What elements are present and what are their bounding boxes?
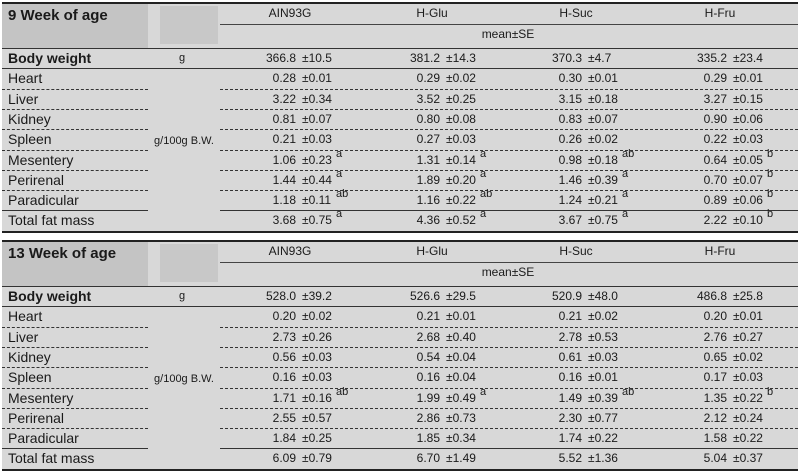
unit-label: g [178,290,186,302]
table-row [2,167,798,190]
mean-value: 0.20 [272,309,296,324]
se-value: ±0.77 [588,410,618,425]
mean-value: 2.73 [272,329,296,344]
table-title: 13 Week of age [2,242,148,286]
row-label: Perirenal [8,171,65,188]
organ-unit-label: g/100g B.W. [154,135,214,148]
se-value: ±0.06 [733,111,763,126]
se-value: ±0.16 [302,390,332,405]
organ-unit-label: g/100g B.W. [154,373,214,386]
mean-value: 1.18 [272,193,296,208]
mean-value: 0.16 [558,370,582,385]
mean-value: 3.68 [272,213,296,228]
se-value: ±1.49 [446,451,476,466]
table-row [2,286,798,306]
significance-letter: a [336,208,343,221]
mean-value: 0.54 [416,349,440,364]
se-value: ±0.07 [302,111,332,126]
se-value: ±0.79 [302,451,332,466]
mean-value: 0.90 [703,111,727,126]
significance-letter: a [480,208,487,221]
se-value: ±29.5 [446,289,476,303]
se-value: ±0.03 [733,132,763,147]
significance-letter: a [480,147,487,160]
significance-letter: a [336,167,343,180]
mean-value: 1.24 [558,193,582,208]
se-value: ±4.7 [588,51,612,65]
se-value: ±0.03 [302,370,332,385]
mean-value: 2.30 [558,410,582,425]
row-label: Mesentery [8,389,74,406]
mean-value: 526.6 [409,289,440,303]
mean-value: 1.71 [272,390,296,405]
significance-letter: a [622,188,629,201]
table-row [2,109,798,129]
mean-value: 3.27 [703,91,727,106]
se-value: ±0.03 [446,132,476,147]
significance-letter: a [480,167,487,180]
table-row [2,210,798,230]
mean-value: 2.12 [703,410,727,425]
se-value: ±0.02 [733,349,763,364]
row-label: Liver [8,90,39,107]
significance-letter: ab [622,147,635,160]
row-label: Mesentery [8,151,74,168]
mean-value: 1.06 [272,152,296,167]
se-value: ±0.34 [446,431,476,446]
mean-value: 0.26 [558,132,582,147]
significance-letter: ab [622,385,635,398]
se-value: ±0.22 [588,431,618,446]
mean-value: 2.55 [272,410,296,425]
mean-value: 4.36 [416,213,440,228]
mean-value: 0.20 [703,309,727,324]
se-value: ±1.36 [588,451,618,466]
se-value: ±25.8 [733,289,763,303]
mean-value: 1.74 [558,431,582,446]
se-value: ±0.18 [588,91,618,106]
se-value: ±0.04 [446,370,476,385]
mean-value: 1.85 [416,431,440,446]
se-value: ±0.03 [302,132,332,147]
table-row [2,129,798,149]
row-label: Total fat mass [8,450,95,467]
mean-value: 2.86 [416,410,440,425]
mean-value: 2.68 [416,329,440,344]
mean-value: 1.99 [416,390,440,405]
significance-letter: b [767,147,774,160]
group-header: H-Glu [416,244,448,258]
group-header: H-Fru [704,6,736,20]
mean-value: 370.3 [551,51,582,65]
se-value: ±0.75 [302,213,332,228]
se-value: ±0.18 [588,152,618,167]
significance-letter: b [767,167,774,180]
se-value: ±0.15 [733,91,763,106]
table-row [2,89,798,109]
se-value: ±0.39 [588,172,618,187]
se-value: ±0.01 [588,71,618,86]
mean-value: 520.9 [551,289,582,303]
se-value: ±0.73 [446,410,476,425]
significance-letter: ab [336,188,349,201]
mean-value: 1.84 [272,431,296,446]
table-row [2,385,798,408]
table-title: 9 Week of age [2,4,148,48]
se-value: ±0.10 [733,213,763,228]
significance-letter: b [767,385,774,398]
mean-value: 2.78 [558,329,582,344]
mean-value: 0.64 [703,152,727,167]
mean-value: 0.80 [416,111,440,126]
unit-label: g [178,52,186,64]
mean-value: 0.81 [272,111,296,126]
significance-letter: ab [480,188,493,201]
row-label: Kidney [8,348,51,365]
se-value: ±0.25 [302,431,332,446]
se-value: ±0.53 [588,329,618,344]
mean-value: 1.49 [558,390,582,405]
group-header: AIN93G [268,6,312,20]
se-value: ±0.03 [733,370,763,385]
se-value: ±0.52 [446,213,476,228]
mean-value: 3.67 [558,213,582,228]
se-value: ±0.02 [588,309,618,324]
results-table [2,2,798,233]
se-value: ±0.22 [733,390,763,405]
mean-value: 0.16 [416,370,440,385]
significance-letter: ab [336,385,349,398]
row-label: Heart [8,308,43,325]
table-row [2,347,798,367]
se-value: ±0.03 [302,349,332,364]
significance-letter: a [480,385,487,398]
mean-value: 3.15 [558,91,582,106]
se-value: ±0.20 [446,172,476,187]
se-value: ±0.01 [588,370,618,385]
header-shade [160,244,218,282]
se-value: ±0.23 [302,152,332,167]
se-value: ±0.04 [446,349,476,364]
table-row [2,68,798,88]
mean-value: 486.8 [696,289,727,303]
table-row [2,48,798,68]
mean-value: 0.29 [703,71,727,86]
mean-value: 0.28 [272,71,296,86]
se-value: ±0.22 [733,431,763,446]
row-label: Liver [8,328,39,345]
stat-label: mean±SE [481,265,535,279]
mean-value: 0.21 [416,309,440,324]
mean-value: 0.21 [272,132,296,147]
se-value: ±0.01 [733,71,763,86]
significance-letter: a [622,208,629,221]
mean-value: 1.44 [272,172,296,187]
row-label: Heart [8,70,43,87]
table-row [2,428,798,448]
mean-value: 0.98 [558,152,582,167]
header-shade [160,6,218,44]
row-label: Body weight [8,50,92,66]
se-value: ±0.75 [588,213,618,228]
se-value: ±39.2 [302,289,332,303]
mean-value: 3.22 [272,91,296,106]
table-row [2,367,798,387]
table-row [2,147,798,170]
se-value: ±0.25 [446,91,476,106]
mean-value: 0.56 [272,349,296,364]
se-value: ±0.07 [588,111,618,126]
mean-value: 0.17 [703,370,727,385]
se-value: ±0.44 [302,172,332,187]
mean-value: 6.70 [416,451,440,466]
row-label: Paradicular [8,430,79,447]
se-value: ±0.26 [302,329,332,344]
header-rule [220,262,798,263]
se-value: ±0.07 [733,172,763,187]
se-value: ±0.24 [733,410,763,425]
row-label: Body weight [8,288,92,304]
mean-value: 0.61 [558,349,582,364]
mean-value: 366.8 [265,51,296,65]
table-row [2,306,798,326]
se-value: ±0.27 [733,329,763,344]
se-value: ±0.57 [302,410,332,425]
header-rule [220,24,798,25]
mean-value: 0.89 [703,193,727,208]
row-label: Total fat mass [8,212,95,229]
mean-value: 0.21 [558,309,582,324]
se-value: ±0.22 [446,193,476,208]
se-value: ±0.01 [446,309,476,324]
se-value: ±14.3 [446,51,476,65]
se-value: ±0.14 [446,152,476,167]
se-value: ±0.37 [733,451,763,466]
mean-value: 1.31 [416,152,440,167]
mean-value: 0.29 [416,71,440,86]
table-row [2,448,798,468]
mean-value: 2.76 [703,329,727,344]
mean-value: 2.22 [703,213,727,228]
row-label: Spleen [8,369,52,386]
mean-value: 5.52 [558,451,582,466]
se-value: ±0.06 [733,193,763,208]
significance-letter: b [767,188,774,201]
mean-value: 1.35 [703,390,727,405]
stat-label: mean±SE [481,27,535,41]
table-row [2,408,798,428]
table-row [2,327,798,347]
se-value: ±48.0 [588,289,618,303]
se-value: ±0.02 [446,71,476,86]
se-value: ±0.05 [733,152,763,167]
se-value: ±0.34 [302,91,332,106]
significance-letter: a [336,147,343,160]
mean-value: 0.83 [558,111,582,126]
group-header: H-Glu [416,6,448,20]
se-value: ±0.02 [302,309,332,324]
group-header: H-Fru [704,244,736,258]
mean-value: 1.89 [416,172,440,187]
significance-letter: b [767,208,774,221]
mean-value: 5.04 [703,451,727,466]
mean-value: 6.09 [272,451,296,466]
mean-value: 0.22 [703,132,727,147]
mean-value: 1.58 [703,431,727,446]
mean-value: 0.70 [703,172,727,187]
se-value: ±0.21 [588,193,618,208]
mean-value: 0.65 [703,349,727,364]
group-header: AIN93G [268,244,312,258]
se-value: ±0.49 [446,390,476,405]
se-value: ±0.11 [302,193,332,208]
mean-value: 0.30 [558,71,582,86]
se-value: ±0.08 [446,111,476,126]
se-value: ±0.01 [733,309,763,324]
table-row [2,190,798,210]
mean-value: 0.27 [416,132,440,147]
mean-value: 0.16 [272,370,296,385]
mean-value: 335.2 [696,51,727,65]
results-table [2,240,798,471]
mean-value: 381.2 [409,51,440,65]
row-label: Perirenal [8,409,65,426]
se-value: ±0.02 [588,132,618,147]
se-value: ±0.01 [302,71,332,86]
mean-value: 1.16 [416,193,440,208]
se-value: ±23.4 [733,51,763,65]
row-label: Spleen [8,131,52,148]
group-header: H-Suc [559,6,593,20]
mean-value: 528.0 [265,289,296,303]
se-value: ±0.40 [446,329,476,344]
se-value: ±0.03 [588,349,618,364]
significance-letter: a [622,167,629,180]
group-header: H-Suc [559,244,593,258]
row-label: Paradicular [8,192,79,209]
row-label: Kidney [8,110,51,127]
se-value: ±0.39 [588,390,618,405]
se-value: ±10.5 [302,51,332,65]
mean-value: 1.46 [558,172,582,187]
mean-value: 3.52 [416,91,440,106]
